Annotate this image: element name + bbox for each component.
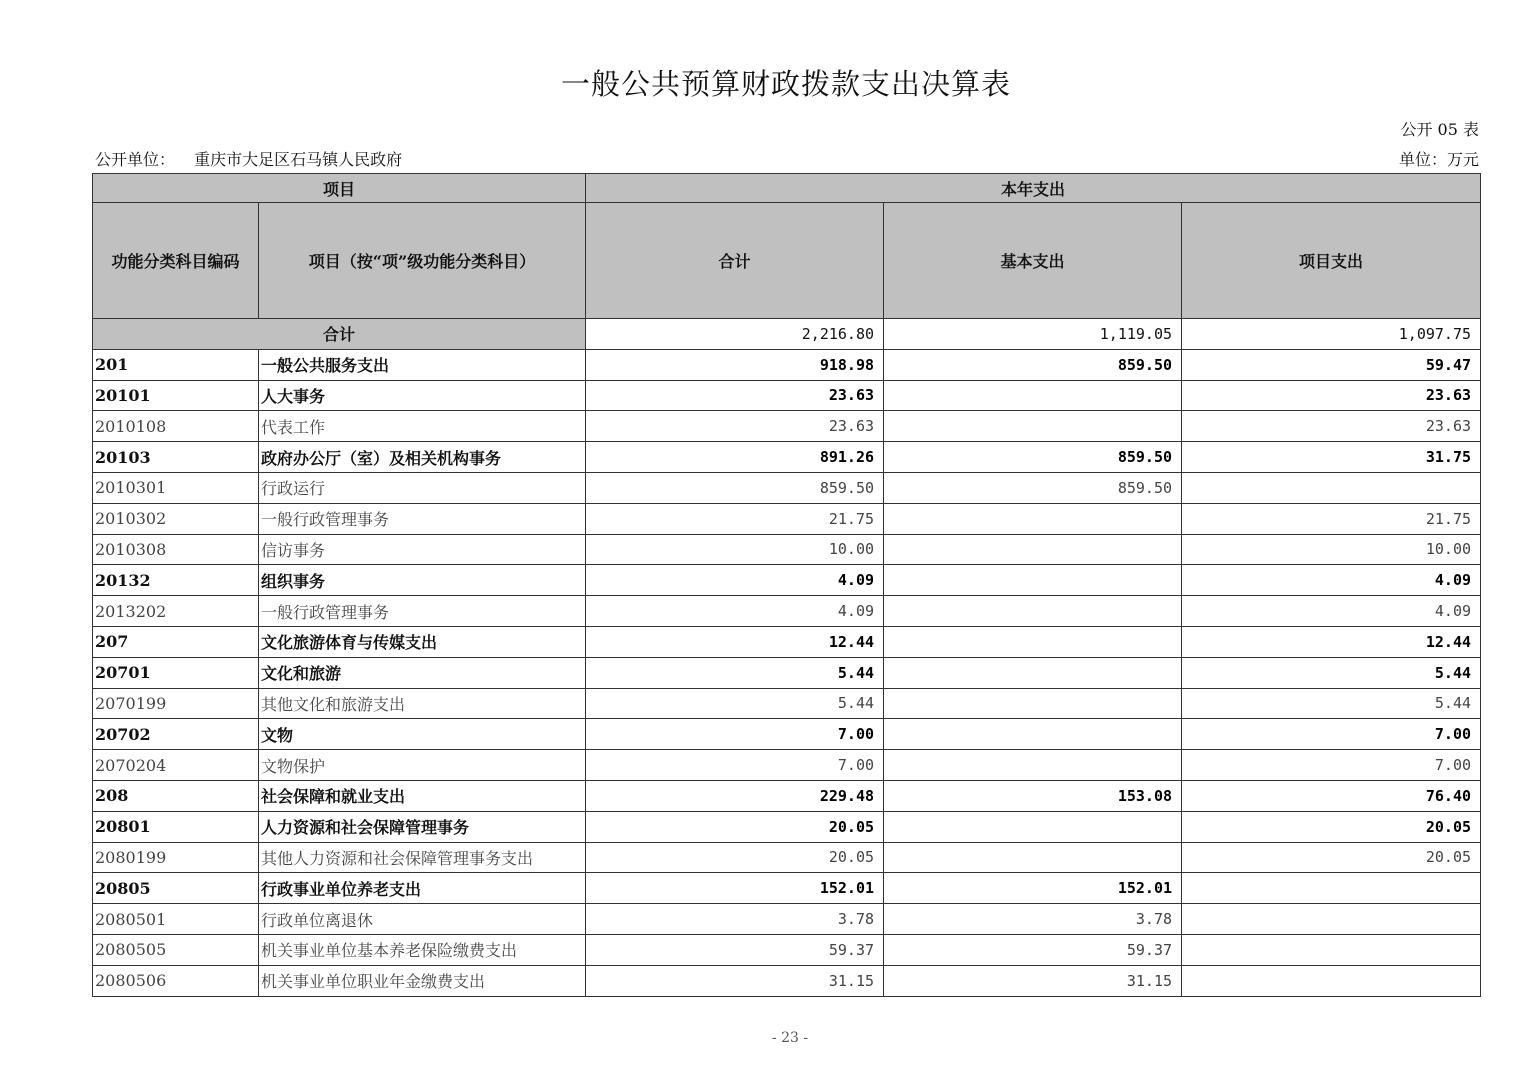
row-basic: 59.37 bbox=[884, 934, 1182, 965]
table-row bbox=[93, 657, 1481, 688]
document-title: 一般公共预算财政拨款支出决算表 bbox=[560, 67, 1011, 101]
row-code: 2070199 bbox=[93, 688, 259, 719]
row-total: 20.05 bbox=[586, 811, 884, 842]
row-project: 5.44 bbox=[1182, 688, 1481, 719]
table-row bbox=[93, 380, 1481, 411]
row-project: 7.00 bbox=[1182, 750, 1481, 781]
row-total: 23.63 bbox=[586, 380, 884, 411]
row-code: 2070204 bbox=[93, 750, 259, 781]
row-total: 21.75 bbox=[586, 503, 884, 534]
table-row bbox=[93, 442, 1481, 473]
table-row bbox=[93, 626, 1481, 657]
row-basic bbox=[884, 719, 1182, 750]
header-row-1 bbox=[93, 174, 1481, 203]
row-basic bbox=[884, 565, 1182, 596]
row-name: 社会保障和就业支出 bbox=[259, 780, 586, 811]
row-name: 其他人力资源和社会保障管理事务支出 bbox=[259, 842, 586, 873]
row-basic bbox=[884, 534, 1182, 565]
row-project bbox=[1182, 934, 1481, 965]
row-project: 4.09 bbox=[1182, 565, 1481, 596]
row-name: 行政事业单位养老支出 bbox=[259, 873, 586, 904]
row-project: 5.44 bbox=[1182, 657, 1481, 688]
total-label: 合计 bbox=[93, 319, 586, 350]
row-name: 机关事业单位基本养老保险缴费支出 bbox=[259, 934, 586, 965]
table-row bbox=[93, 534, 1481, 565]
row-total: 7.00 bbox=[586, 719, 884, 750]
table-row bbox=[93, 349, 1481, 380]
row-code: 20805 bbox=[93, 873, 259, 904]
table-row bbox=[93, 503, 1481, 534]
row-code: 20132 bbox=[93, 565, 259, 596]
row-name: 机关事业单位职业年金缴费支出 bbox=[259, 965, 586, 996]
row-code: 2010108 bbox=[93, 411, 259, 442]
row-name: 政府办公厅（室）及相关机构事务 bbox=[259, 442, 586, 473]
row-name: 一般行政管理事务 bbox=[259, 596, 586, 627]
row-code: 2080505 bbox=[93, 934, 259, 965]
row-basic bbox=[884, 688, 1182, 719]
row-project: 76.40 bbox=[1182, 780, 1481, 811]
table-row bbox=[93, 811, 1481, 842]
row-name: 一般行政管理事务 bbox=[259, 503, 586, 534]
currency-unit: 单位：万元 bbox=[1398, 150, 1479, 169]
row-project: 23.63 bbox=[1182, 380, 1481, 411]
form-number: 公开 05 表 bbox=[1400, 120, 1479, 139]
row-total: 4.09 bbox=[586, 565, 884, 596]
row-total: 4.09 bbox=[586, 596, 884, 627]
row-name: 文化旅游体育与传媒支出 bbox=[259, 626, 586, 657]
total-amount: 2,216.80 bbox=[586, 319, 884, 350]
expenditure-table bbox=[92, 173, 1481, 997]
total-project: 1,097.75 bbox=[1182, 319, 1481, 350]
row-total: 31.15 bbox=[586, 965, 884, 996]
row-total: 7.00 bbox=[586, 750, 884, 781]
table-row bbox=[93, 472, 1481, 503]
row-name: 一般公共服务支出 bbox=[259, 349, 586, 380]
row-code: 20103 bbox=[93, 442, 259, 473]
row-total: 859.50 bbox=[586, 472, 884, 503]
row-project: 10.00 bbox=[1182, 534, 1481, 565]
row-basic: 859.50 bbox=[884, 472, 1182, 503]
row-total: 229.48 bbox=[586, 780, 884, 811]
row-project: 59.47 bbox=[1182, 349, 1481, 380]
row-basic bbox=[884, 657, 1182, 688]
row-total: 10.00 bbox=[586, 534, 884, 565]
row-name: 人大事务 bbox=[259, 380, 586, 411]
table-row bbox=[93, 565, 1481, 596]
row-project bbox=[1182, 472, 1481, 503]
row-code: 201 bbox=[93, 349, 259, 380]
row-total: 20.05 bbox=[586, 842, 884, 873]
header-name: 项目（按“项”级功能分类科目） bbox=[259, 203, 586, 319]
table-row bbox=[93, 750, 1481, 781]
row-basic bbox=[884, 380, 1182, 411]
unit-label: 公开单位： bbox=[95, 150, 176, 169]
row-name: 组织事务 bbox=[259, 565, 586, 596]
table-row bbox=[93, 596, 1481, 627]
header-item: 项目 bbox=[93, 174, 586, 203]
row-name: 文物 bbox=[259, 719, 586, 750]
row-project: 31.75 bbox=[1182, 442, 1481, 473]
table-row bbox=[93, 934, 1481, 965]
table-row bbox=[93, 688, 1481, 719]
row-basic bbox=[884, 596, 1182, 627]
row-basic: 153.08 bbox=[884, 780, 1182, 811]
row-project bbox=[1182, 904, 1481, 935]
row-code: 2010301 bbox=[93, 472, 259, 503]
row-name: 行政运行 bbox=[259, 472, 586, 503]
row-basic: 3.78 bbox=[884, 904, 1182, 935]
row-basic bbox=[884, 626, 1182, 657]
row-total: 5.44 bbox=[586, 688, 884, 719]
row-project bbox=[1182, 873, 1481, 904]
row-total: 3.78 bbox=[586, 904, 884, 935]
row-name: 代表工作 bbox=[259, 411, 586, 442]
unit-name: 重庆市大足区石马镇人民政府 bbox=[194, 150, 403, 169]
row-total: 918.98 bbox=[586, 349, 884, 380]
row-basic: 859.50 bbox=[884, 442, 1182, 473]
row-project: 20.05 bbox=[1182, 842, 1481, 873]
row-project: 21.75 bbox=[1182, 503, 1481, 534]
table-row bbox=[93, 719, 1481, 750]
row-project: 12.44 bbox=[1182, 626, 1481, 657]
row-basic: 859.50 bbox=[884, 349, 1182, 380]
row-total: 59.37 bbox=[586, 934, 884, 965]
row-basic: 31.15 bbox=[884, 965, 1182, 996]
total-row bbox=[93, 319, 1481, 350]
header-total: 合计 bbox=[586, 203, 884, 319]
row-code: 2010302 bbox=[93, 503, 259, 534]
row-code: 2010308 bbox=[93, 534, 259, 565]
row-basic bbox=[884, 411, 1182, 442]
row-name: 信访事务 bbox=[259, 534, 586, 565]
row-basic bbox=[884, 842, 1182, 873]
row-name: 其他文化和旅游支出 bbox=[259, 688, 586, 719]
header-code: 功能分类科目编码 bbox=[93, 203, 259, 319]
header-project: 项目支出 bbox=[1182, 203, 1481, 319]
row-basic bbox=[884, 811, 1182, 842]
row-code: 2080501 bbox=[93, 904, 259, 935]
table-row bbox=[93, 965, 1481, 996]
row-code: 208 bbox=[93, 780, 259, 811]
row-total: 891.26 bbox=[586, 442, 884, 473]
table-row bbox=[93, 842, 1481, 873]
row-basic bbox=[884, 503, 1182, 534]
table-row bbox=[93, 780, 1481, 811]
row-project: 7.00 bbox=[1182, 719, 1481, 750]
row-code: 2013202 bbox=[93, 596, 259, 627]
row-basic: 152.01 bbox=[884, 873, 1182, 904]
row-project: 23.63 bbox=[1182, 411, 1481, 442]
row-code: 20701 bbox=[93, 657, 259, 688]
row-basic bbox=[884, 750, 1182, 781]
page-number: - 23 - bbox=[771, 1030, 809, 1046]
row-name: 文化和旅游 bbox=[259, 657, 586, 688]
row-code: 20101 bbox=[93, 380, 259, 411]
row-total: 152.01 bbox=[586, 873, 884, 904]
row-total: 5.44 bbox=[586, 657, 884, 688]
row-name: 文物保护 bbox=[259, 750, 586, 781]
row-code: 20801 bbox=[93, 811, 259, 842]
row-total: 12.44 bbox=[586, 626, 884, 657]
header-basic: 基本支出 bbox=[884, 203, 1182, 319]
table-row bbox=[93, 904, 1481, 935]
row-name: 行政单位离退休 bbox=[259, 904, 586, 935]
unit-info-row bbox=[95, 147, 1479, 170]
header-current-year: 本年支出 bbox=[586, 174, 1481, 203]
row-code: 2080506 bbox=[93, 965, 259, 996]
row-project bbox=[1182, 965, 1481, 996]
row-project: 4.09 bbox=[1182, 596, 1481, 627]
total-basic: 1,119.05 bbox=[884, 319, 1182, 350]
row-project: 20.05 bbox=[1182, 811, 1481, 842]
row-code: 207 bbox=[93, 626, 259, 657]
row-code: 20702 bbox=[93, 719, 259, 750]
row-name: 人力资源和社会保障管理事务 bbox=[259, 811, 586, 842]
header-row-2 bbox=[93, 203, 1481, 319]
table-row bbox=[93, 411, 1481, 442]
row-total: 23.63 bbox=[586, 411, 884, 442]
table-row bbox=[93, 873, 1481, 904]
row-code: 2080199 bbox=[93, 842, 259, 873]
